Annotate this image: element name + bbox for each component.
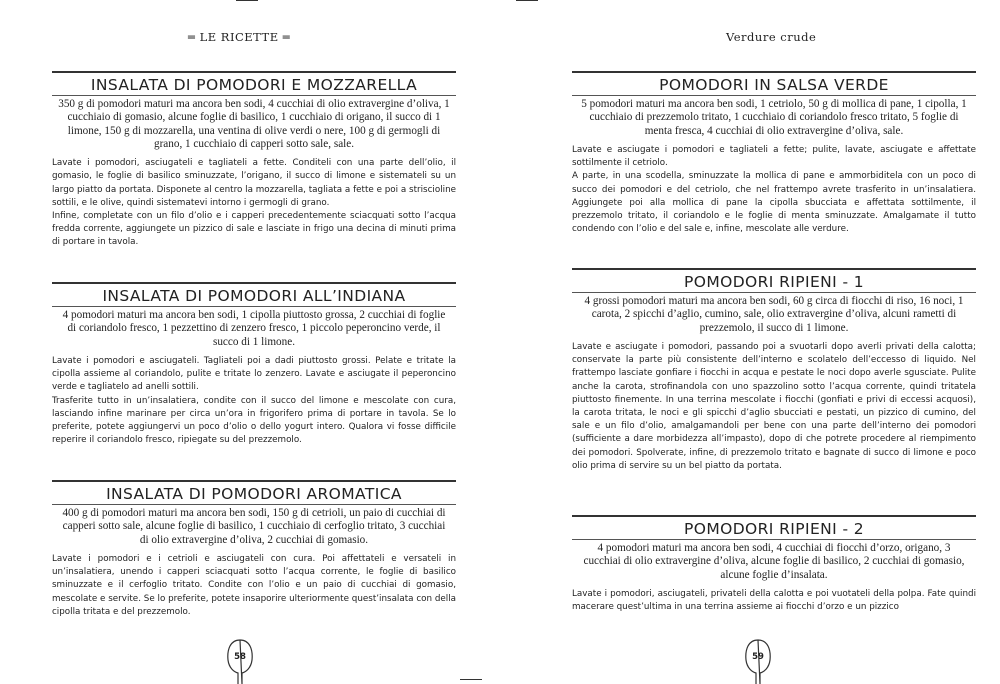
recipe-title-box (52, 282, 456, 307)
instruction-paragraph: Lavate e asciugate i pomodori, passando poi a svuotarli dopo averli privati della calotta; conservate la parte più consistente dell’interno e scolatelo dell’eccesso di liquido. Nel frattempo lasciate gonfiare i fiocchi in acqua e pestate le noci dopo averle sgusciate. Pulite anche la carota, strofinandola con uno spazzolino sotto l’acqua corrente, quindi tritatela piuttosto finemente. In una terrina mescolate i fiocchi (gonfiati e privi di eccessi acquosi), la carota tritata, le noci e gli spicchi d’aglio sbucciati e pestati, un pizzico di cumino, del sale e un filo d’olio, amalgamandoli per bene con una parte dell’interno dei pomodori (sufficiente a dare morbidezza all’impasto), dopo di che potrete procedere al riempimento dei pomodori. Spolverate, infine, di prezzemolo tritato e bagnate di succo di limone e poco olio prima di servire su un bel piatto da portata. (572, 341, 976, 471)
recipe-card (52, 282, 456, 447)
crop-mark (236, 0, 258, 1)
recipe-title: POMODORI IN SALSA VERDE (659, 76, 889, 94)
recipe-ingredients: 5 pomodori maturi ma ancora ben sodi, 1 cetriolo, 50 g di mollica di pane, 1 cipolla, 1 cucchiaio di prezzemolo tritato, 1 cucchiaio di coriandolo fresco tritato, 5 foglie di menta fresca, 4 cucchiai di olio extravergine d’oliva, sale. (581, 98, 967, 137)
running-head: Verdure crude (726, 30, 817, 44)
recipe-title: INSALATA DI POMODORI E MOZZARELLA (90, 76, 418, 94)
instruction-paragraph: Lavate e asciugate i pomodori e tagliateli a fette; pulite, lavate, asciugate e affettate sottilmente il cetriolo. (572, 144, 976, 169)
page-number: 58 (234, 652, 246, 662)
recipe-ingredients: 4 pomodori maturi ma ancora ben sodi, 1 cipolla piuttosto grossa, 2 cucchiai di foglie di coriandolo fresco, 1 pezzettino di zenzero fresco, 1 piccolo peperoncino verde, il succo di 1 limone. (62, 309, 446, 348)
recipe-instructions (52, 157, 456, 249)
recipe-title: POMODORI RIPIENI - 1 (683, 273, 865, 291)
recipe-ingredients: 4 grossi pomodori maturi ma ancora ben sodi, 60 g circa di fiocchi di riso, 16 noci, 1 carota, 2 spicchi d’aglio, cumino, sale, olio extravergine d’oliva, alcuni rametti di prezzemolo, il succo di 1 limone. (584, 295, 964, 334)
recipe-card (572, 268, 976, 473)
recipe-card (52, 71, 456, 250)
recipe-instructions (572, 341, 976, 473)
instruction-paragraph: Lavate i pomodori, asciugateli, privateli della calotta e poi vuotateli della polpa. Fate quindi macerare quest’ultima in una terrina assieme ai fiocchi d’orzo e un pizzico (572, 588, 976, 613)
recipe-instructions (572, 588, 976, 614)
instruction-paragraph: A parte, in una scodella, sminuzzate la mollica di pane e ammorbiditela con un poco di succo dei pomodori e del cetriolo, che nel frattempo avrete trasferito in un’insalatiera. Aggiungete poi alla mollica di pane la cipolla sbucciata e affettata sottilmente, il prezzemolo tritato, il coriandolo e le foglie di menta sminuzzate. Amalgamate il tutto condendo con l’olio e del sale e, infine, mescolate alle verdure. (572, 171, 976, 235)
crop-mark (516, 0, 538, 1)
recipe-title-box (572, 515, 976, 540)
title-rule (572, 539, 976, 540)
recipe-title: INSALATA DI POMODORI AROMATICA (106, 485, 402, 503)
recipe-ingredients: 4 pomodori maturi ma ancora ben sodi, 4 cucchiai di fiocchi d’orzo, origano, 3 cucchiai di olio extravergine d’oliva, alcune foglie di basilico, 2 cucchiai di gomasio, alcune foglie d’insalata. (583, 542, 965, 581)
recipe-card (572, 515, 976, 614)
instruction-paragraph: Infine, completate con un filo d’olio e i capperi precedentemente sciacquati sotto l’acqua fredda corrente, aggiungete un pizzico di sale e lasciate in frigo una decina di minuti prima di portare in tavola. (52, 211, 456, 248)
recipe-ingredients: 350 g di pomodori maturi ma ancora ben sodi, 4 cucchiai di olio extravergine d’oliva, 1 cucchiaio di gomasio, alcune foglie di basilico, 1 cucchiaio di origano, il succo di 1 limone, 150 g di mozzarella, una ventina di olive verdi o nere, 100 g di germogli di grano, 1 cucchiaio di capperi sotto sale, sale. (58, 98, 450, 150)
recipe-instructions (572, 144, 976, 236)
recipe-title: POMODORI RIPIENI - 2 (683, 520, 865, 538)
instruction-paragraph: Lavate i pomodori e i cetrioli e asciugateli con cura. Poi affettateli e versateli in un’insalatiera, unendo i capperi sciacquati sotto l’acqua corrente, le foglie di basilico sminuzzate e il cerfoglio tritato. Condite con l’olio e un paio di cucchiai di gomasio, mescolate e servite. Se lo preferite, potete insaporire ulteriormente quest’insalata con della cipolla tritata e del prezzemolo. (52, 553, 456, 617)
recipe-card (572, 71, 976, 236)
recipe-title-box (52, 480, 456, 505)
title-rule (572, 292, 976, 293)
recipe-instructions (52, 553, 456, 619)
recipe-instructions (52, 355, 456, 447)
recipe-title: INSALATA DI POMODORI ALL’INDIANA (102, 287, 406, 305)
title-rule (52, 504, 456, 505)
instruction-paragraph: Trasferite tutto in un’insalatiera, condite con il succo del limone e mescolate con cura, lasciando infine marinare per circa un’ora in frigorifero prima di portare in tavola. Se lo preferite, potete aggiungervi un poco d’olio o dello yogurt intero. Qualora vi fosse difficile reperire il coriandolo fresco, ripiegate su del prezzemolo. (52, 395, 456, 446)
recipe-title-box (572, 268, 976, 293)
instruction-paragraph: Lavate i pomodori, asciugateli e tagliateli a fette. Conditeli con una parte dell’olio, il gomasio, le foglie di basilico sminuzzate, l’origano, il succo di limone e sistemateli su un largo piatto da portata. Disponete al centro la mozzarella, tagliata a fette e poi a striscioline sottili, e le olive, quindi sistematevi intorno i germogli di grano. (52, 158, 456, 208)
recipe-title-box (572, 71, 976, 96)
title-rule (52, 95, 456, 96)
title-rule (572, 95, 976, 96)
recipe-title-box (52, 71, 456, 96)
recipe-ingredients: 400 g di pomodori maturi ma ancora ben sodi, 150 g di cetrioli, un paio di cucchiai di capperi sotto sale, alcune foglie di basilico, 1 cucchiaio di cerfoglio tritato, 3 cucchiai di olio extravergine d’oliva, 2 cucchiai di gomasio. (62, 507, 446, 546)
title-rule (52, 306, 456, 307)
recipe-card (52, 480, 456, 619)
instruction-paragraph: Lavate i pomodori e asciugateli. Tagliateli poi a dadi piuttosto grossi. Pelate e tritate la cipolla assieme al coriandolo, pulite e tritate lo zenzero. Lavate e asciugate il peperoncino verde e tagliatelo ad anelli sottili. (52, 355, 456, 393)
right-page (500, 0, 1000, 684)
running-head: ═ LE RICETTE ═ (188, 30, 290, 44)
page-number: 59 (752, 652, 764, 662)
crop-mark (460, 679, 482, 680)
